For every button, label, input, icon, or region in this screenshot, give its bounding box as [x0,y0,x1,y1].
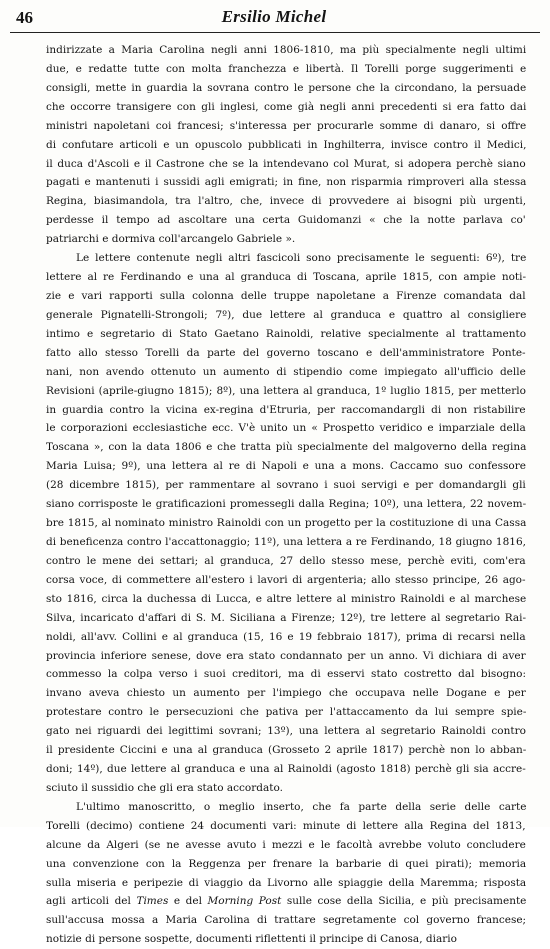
text-line: Torelli (decimo) contiene 24 documenti vari: minute di lettere alla Regina del 1813, [46,819,526,832]
text-line: sto 1816, circa la duchessa di Lucca, e altre lettere al ministro Rainoldi e al marchese [46,592,527,605]
text-line: agli articoli del Times e del Morning Post sulle cose della Sicilia, e più precisamente [46,895,527,908]
text-line: commesso la colpa verso i suoi creditori, ma di esservi stato costretto dal bisogno: [46,668,526,681]
text-line: due, e redatte tutte con molta franchezza e libertà. Il Torelli porge suggerimenti e [46,62,527,75]
text-line: in guardia contro la vicina ex-regina d'Etruria, per raccomandargli di non ristabilire [46,403,526,416]
text-line: di beneficenza contro l'accattonaggio; 11º), una lettera a re Ferdinando, 18 giugno 1816, [46,535,526,548]
text-line: perdesse il tempo ad ascoltare una certa Guidomanzi « che la notte parlava co' [46,214,526,227]
text-line: Le lettere contenute negli altri fascicoli sono precisamente le seguenti: 6º), tre [76,252,527,265]
text-line: sciuto il sussidio che gli era stato accordato. [46,781,283,794]
text-line: fatto allo stesso Torelli da parte del governo toscano e dell'amministratore Ponte- [46,346,526,359]
text-line: lettere al re Ferdinando e una al granduca di Toscana, aprile 1815, con ampie noti- [46,271,527,284]
text-line: notizie di persone sospette, documenti riflettenti il principe di Canosa, diario [46,933,457,946]
text-line: invano aveva chiesto un aumento per l'impiego che occupava nelle Dogane e per [46,687,526,700]
text-line: noldi, all'avv. Collini e al granduca (15, 16 e 19 febbraio 1817), prima di recarsi nella [46,630,526,643]
text-line: zie e vari rapporti sulla colonna delle truppe napoletane a Firenze comandata dal [46,289,526,302]
paragraph [46,249,526,798]
text-line: Toscana », con la data 1806 e che tratta più specialmente del malgoverno della regina [46,441,527,454]
text-line: sull'accusa mossa a Maria Carolina di trattare segretamente col governo francese; [46,914,527,927]
text-line: doni; 14º), due lettere al granduca e una al Rainoldi (agosto 1818) perchè gli sia accre- [46,763,526,776]
text-line: alcune da Algeri (se ne avesse avuto i mezzi e le facoltà avrebbe voluto concludere [46,838,526,851]
text-line: protestare contro le persecuzioni che pativa per l'attaccamento da lui sempre spie- [46,706,527,719]
text-line: contro le mene dei settari; al granduca, 27 dello stesso mese, perchè eviti, com'era [46,554,526,567]
text-line: consigli, mette in guardia la sovrana contro le persone che la circondano, la persuade [46,81,527,94]
text-line: indirizzate a Maria Carolina negli anni 1806-1810, ma più specialmente negli ultimi [46,44,527,56]
page-number: 46 [16,8,33,27]
text-line: una convenzione con la Reggenza per frenare la barbarie di quei pirati); memoria [46,857,527,870]
text-line: siano corrisposte le gratificazioni promessegli dalla Regina; 10º), una lettera, 22 novem- [46,498,527,511]
text-line: Silva, incaricato d'affari di S. M. Siciliana a Firenze; 12º), tre lettere al segretario Rai- [46,611,527,624]
paragraph [46,41,526,249]
text-line: generale Pignatelli-Strongoli; 7º), due lettere al granduca e quattro al consigliere [46,308,527,321]
text-line: provincia inferiore senese, dove era stato condannato per un anno. Vi dichiara di aver [46,649,526,662]
text-line: L'ultimo manoscritto, o meglio inserto, che fa parte della serie delle carte [76,800,527,813]
text-line: nani, non avendo ottenuto un aumento di stipendio come impiegato all'ufficio delle [46,365,526,378]
text-line: Maria Luisa; 9º), una lettera al re di Napoli e una a mons. Caccamo suo confessore [46,460,526,473]
text-line: ministri napoletani coi francesi; s'interessa per procurarle somme di danaro, si offre [46,119,527,132]
text-line: Regina, biasimandola, tra l'altro, che, invece di provvedere ai bisogni più urgenti, [46,195,527,208]
header-rule [10,32,540,33]
text-line: patriarchi e dormiva coll'arcangelo Gabriele ». [46,233,296,246]
text-line: corsa voce, di commettere all'estero i lavori di argenteria; allo stesso principe, 26 ago- [46,573,526,586]
text-line: sulla miseria e peripezie di viaggio da Livorno alle spiaggie della Maremma; risposta [46,876,527,889]
text-line: di confutare articoli e un opuscolo pubblicati in Inghilterra, invisce contro il Medici, [46,138,527,151]
text-line: il presidente Ciccini e una al granduca (Grosseto 2 aprile 1817) perchè non lo abban- [46,744,527,757]
text-line: Revisioni (aprile-giugno 1815); 8º), una lettera al granduca, 1º luglio 1815, per metterlo [46,384,526,397]
text-line: gato nei riguardi dei legittimi sovrani; 13º), una lettera al segretario Rainoldi contro [46,725,526,738]
text-line: pagati e mantenuti i sussidi agli emigrati; in fine, non risparmia rimproveri alla stessa [46,176,527,189]
running-title: Ersilio Michel [221,7,327,26]
newspaper-title: Times [136,895,169,908]
text-line: intimo e segretario di Stato Gaetano Rainoldi, relative specialmente al trattamento [46,327,527,340]
text-line: bre 1815, al nominato ministro Rainoldi con un progetto per la costituzione di una Cassa [46,517,527,530]
text-line: il duca d'Ascoli e il Castrone che se la intendevano col Murat, si adopera perchè siano [46,157,526,170]
running-head [16,6,532,30]
newspaper-title: Morning Post [207,895,282,908]
body-text [46,41,526,949]
text-line: che occorre transigere con gli inglesi, come già negli anni precedenti si era fatto dai [46,100,527,113]
paragraph [46,798,526,949]
text-line: le corporazioni ecclesiastiche ecc. V'è unito un « Prospetto veridico e imparziale della [46,422,526,435]
text-line: (28 dicembre 1815), per rammentare al sovrano i suoi servigi e per domandargli gli [46,479,526,492]
